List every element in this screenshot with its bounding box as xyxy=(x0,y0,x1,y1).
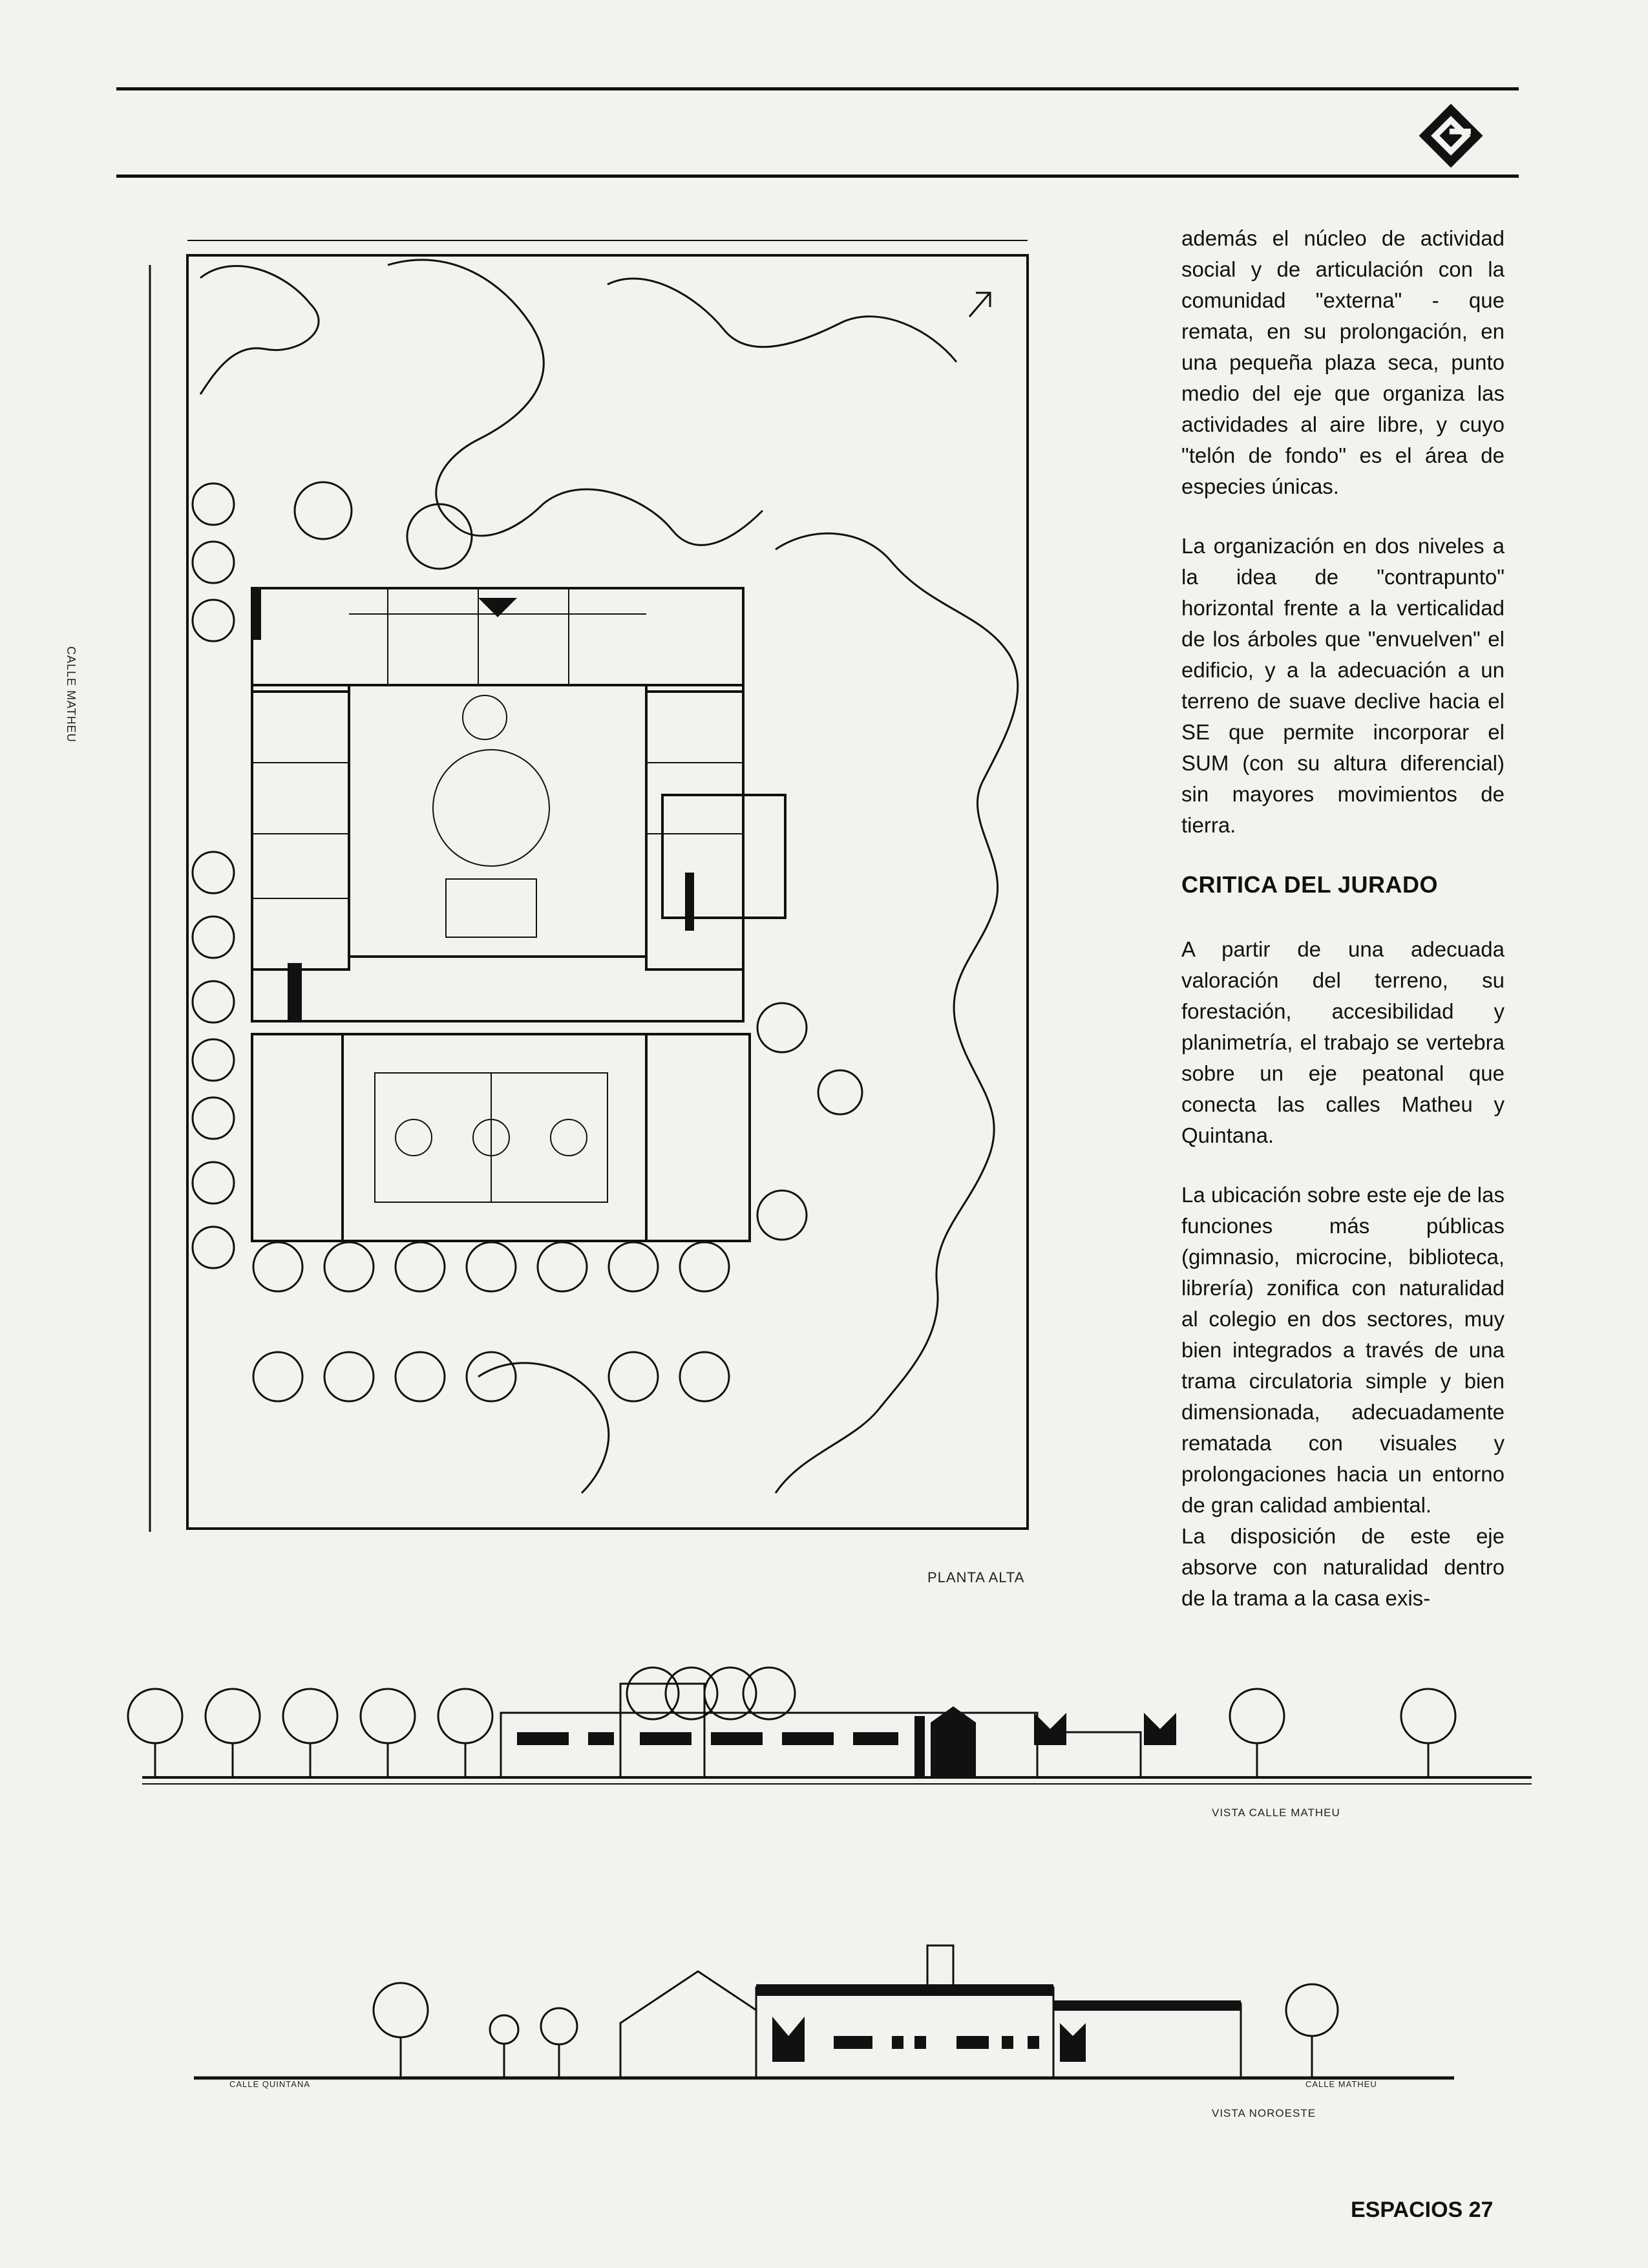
elevation2-caption: VISTA NOROESTE xyxy=(1212,2107,1316,2119)
elevation2-left-label: CALLE QUINTANA xyxy=(229,2079,311,2089)
paragraph-2: La organización en dos niveles a la idea de "contrapunto" horizontal frente a la verticalidad de los árboles que "envuelven" el edificio, y a la adecuación a un terreno de suave declive hacia el SE que permite incorporar el SUM (con su altura diferencial) sin mayores movimientos de tierra. xyxy=(1181,534,1505,837)
header-rule-bottom xyxy=(116,175,1519,178)
paragraph-3: A partir de una adecuada valoración del terreno, su forestación, accesibilidad y planimetría, el trabajo se vertebra sobre un eje peatonal que conecta las calles Matheu y Quintana. xyxy=(1181,937,1505,1147)
header-rule-top xyxy=(116,87,1519,90)
page-folio: ESPACIOS 27 xyxy=(1351,2198,1494,2222)
plan-caption: PLANTA ALTA xyxy=(927,1569,1025,1585)
paragraph-4: La ubicación sobre este eje de las funciones más públicas (gimnasio, microcine, biblioteca, librería) zonifica con naturalidad al colegio en dos sectores, muy bien integrados a través de una trama circulatoria simple y bien dimensionada, adecuadamente rematada con visuales y prolongaciones hacia un entorno de gran calidad ambiental. xyxy=(1181,1183,1505,1517)
elevation2-right-label: CALLE MATHEU xyxy=(1305,2079,1377,2089)
elevation-calle-matheu xyxy=(123,1655,1532,1803)
site-plan-drawing xyxy=(116,226,1079,1558)
article-body xyxy=(1181,223,1505,1614)
street-label: CALLE MATHEU xyxy=(65,646,78,743)
elevation-noroeste xyxy=(187,1933,1454,2101)
paragraph-5: La disposición de este eje absorve con naturalidad dentro de la trama a la casa exis- xyxy=(1181,1524,1505,1610)
section-heading: CRITICA DEL JURADO xyxy=(1181,871,1439,898)
elevation1-caption: VISTA CALLE MATHEU xyxy=(1212,1807,1340,1819)
magazine-logo-icon xyxy=(1415,100,1486,171)
paragraph-1: además el núcleo de actividad social y de articulación con la comunidad "externa" - que remata, en su prolongación, en una pequeña plaza seca, punto medio del eje que organiza las actividades al aire libre, y cuyo "telón de fondo" es el área de especies únicas. xyxy=(1181,226,1505,498)
